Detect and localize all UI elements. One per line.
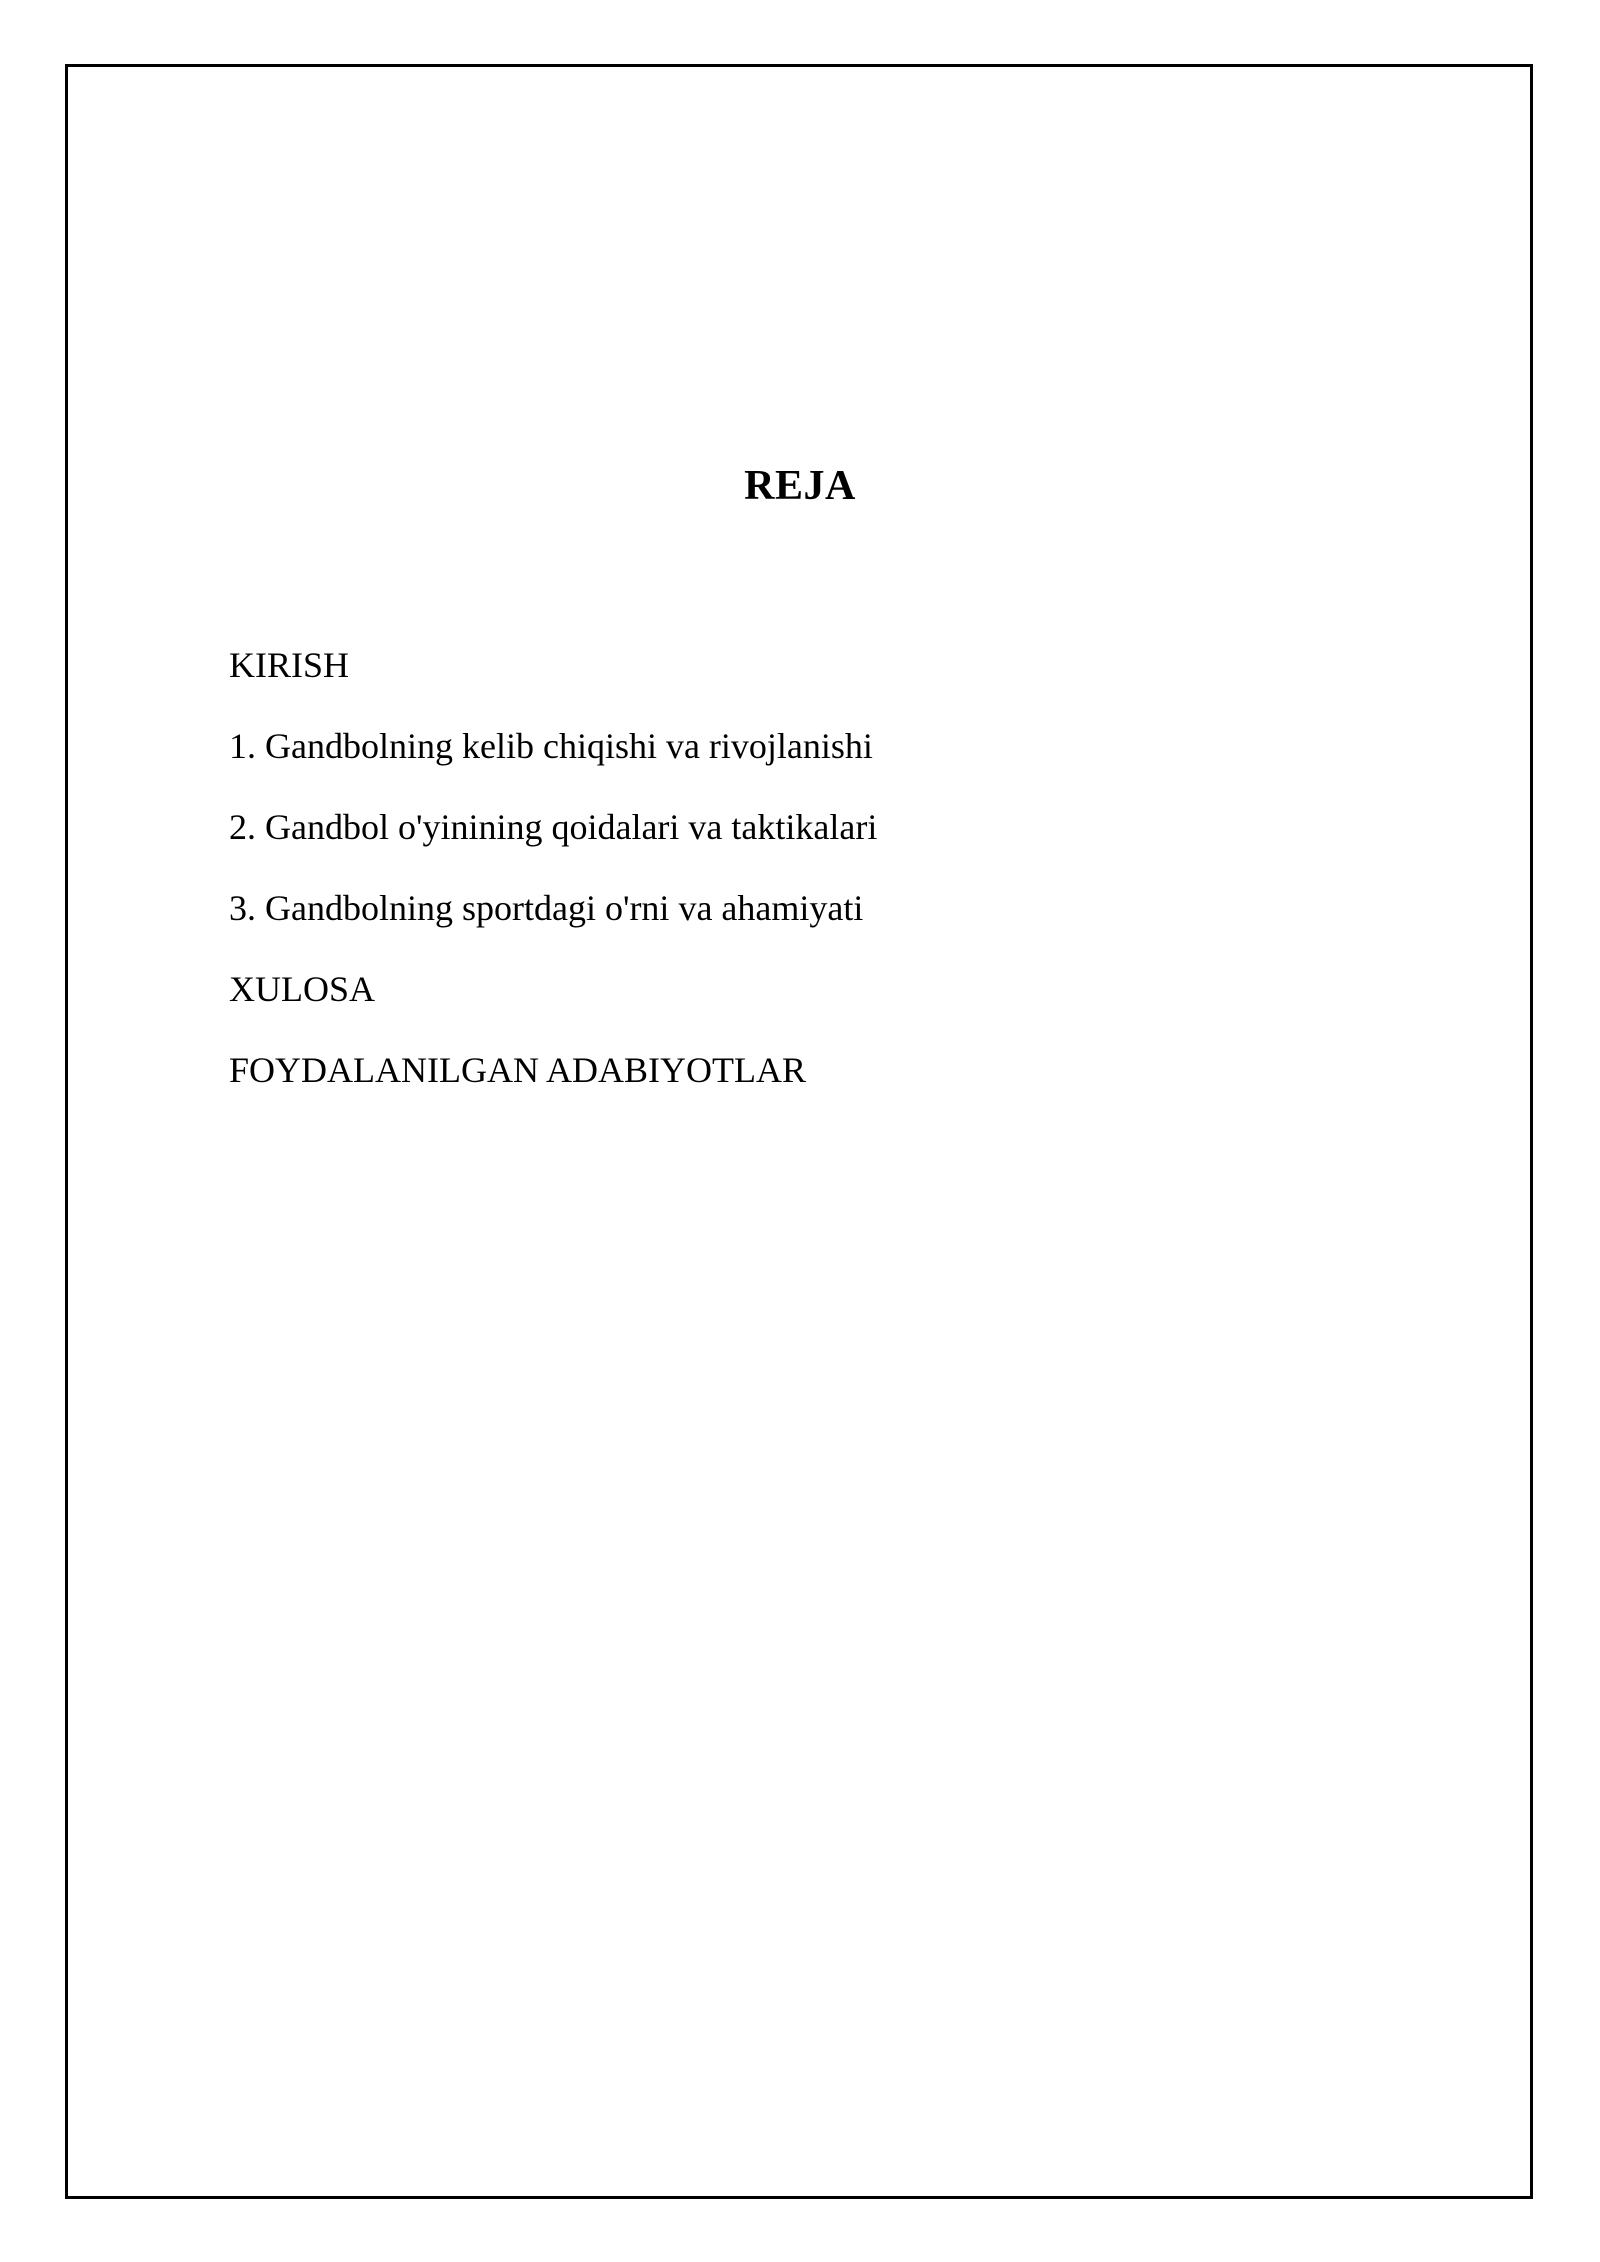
page-title: REJA [744, 463, 856, 509]
plan-item-references: FOYDALANILGAN ADABIYOTLAR [229, 1050, 806, 1090]
plan-item-chapter-1: 1. Gandbolning kelib chiqishi va rivojlanishi [229, 726, 873, 766]
plan-list [229, 638, 877, 1124]
plan-item-chapter-2: 2. Gandbol o'yinining qoidalari va taktikalari [229, 807, 878, 847]
plan-item-introduction: KIRISH [229, 645, 350, 685]
plan-item-chapter-3: 3. Gandbolning sportdagi o'rni va ahamiyati [229, 888, 864, 928]
page-border-frame [65, 64, 1533, 2199]
plan-item-conclusion: XULOSA [229, 969, 376, 1009]
